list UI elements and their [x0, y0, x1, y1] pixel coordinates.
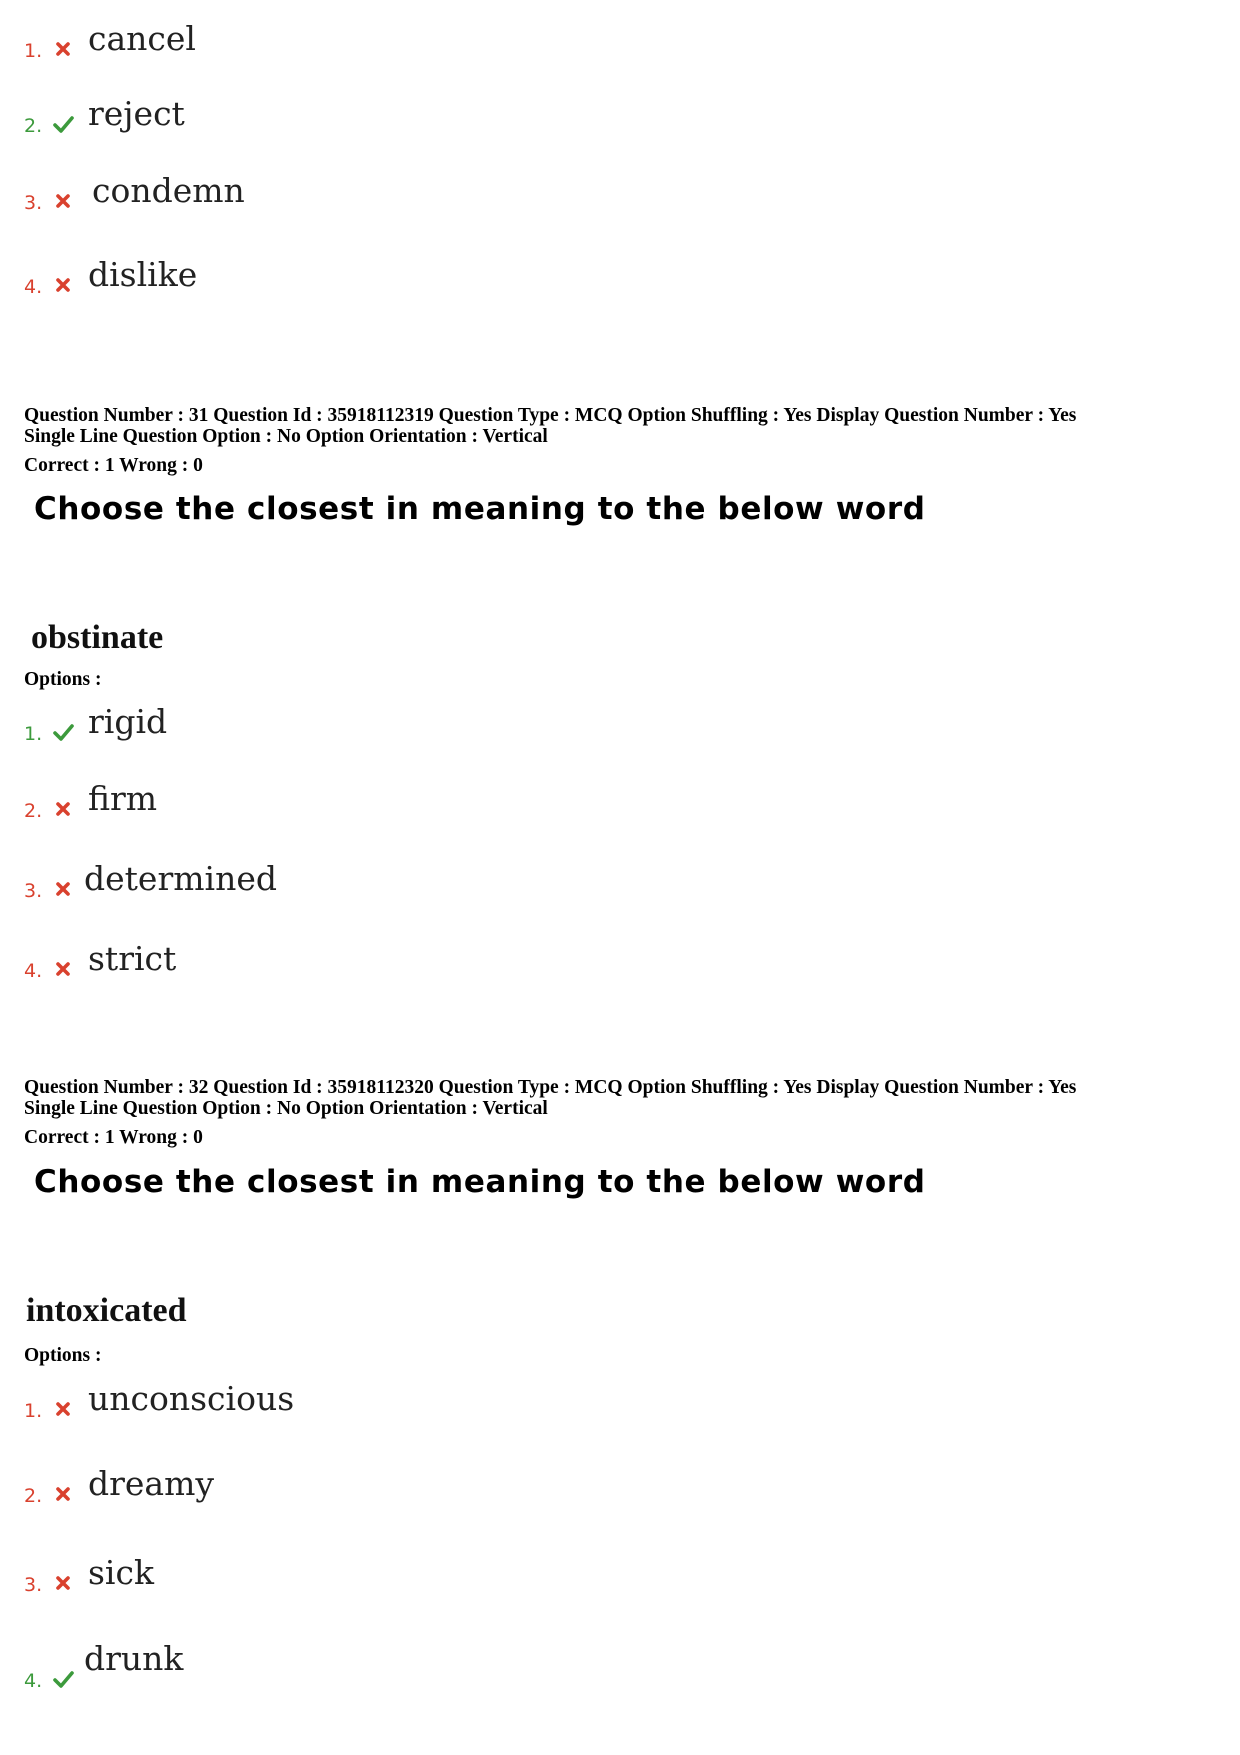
- option-text: strict: [88, 939, 177, 978]
- check-icon: [52, 113, 74, 135]
- check-icon: [52, 721, 74, 743]
- option-text: sick: [88, 1553, 154, 1592]
- cross-icon: [52, 274, 74, 296]
- option-text: determined: [84, 859, 277, 898]
- option-number: 1.: [24, 1400, 43, 1422]
- option-text: rigid: [88, 702, 168, 741]
- option-number: 2.: [24, 115, 43, 137]
- question-prompt: Choose the closest in meaning to the below word: [34, 1164, 926, 1200]
- option-number: 4.: [24, 960, 43, 982]
- cross-icon: [52, 1483, 74, 1505]
- question-meta-line: Single Line Question Option : No Option Orientation : Vertical: [24, 1098, 548, 1119]
- cross-icon: [52, 1572, 74, 1594]
- score-line: Correct : 1 Wrong : 0: [24, 1127, 203, 1148]
- option-number: 1.: [24, 723, 43, 745]
- options-label: Options :: [24, 669, 102, 690]
- cross-icon: [52, 878, 74, 900]
- question-word: obstinate: [31, 619, 164, 656]
- option-text: reject: [88, 94, 185, 133]
- option-number: 4.: [24, 1670, 43, 1692]
- option-number: 3.: [24, 192, 43, 214]
- option-number: 3.: [24, 1574, 43, 1596]
- option-number: 2.: [24, 1485, 43, 1507]
- cross-icon: [52, 798, 74, 820]
- question-prompt: Choose the closest in meaning to the below word: [34, 491, 926, 527]
- question-meta-line: Single Line Question Option : No Option Orientation : Vertical: [24, 426, 548, 447]
- cross-icon: [52, 958, 74, 980]
- option-text: drunk: [84, 1639, 184, 1678]
- question-meta: [24, 1077, 1214, 1119]
- score-line: Correct : 1 Wrong : 0: [24, 455, 203, 476]
- options-label: Options :: [24, 1345, 102, 1366]
- option-text: unconscious: [88, 1379, 295, 1418]
- option-text: firm: [88, 779, 158, 818]
- option-number: 3.: [24, 880, 43, 902]
- cross-icon: [52, 38, 74, 60]
- question-meta: [24, 405, 1214, 447]
- option-text: cancel: [88, 19, 196, 58]
- option-number: 1.: [24, 40, 43, 62]
- cross-icon: [52, 1398, 74, 1420]
- check-icon: [52, 1668, 74, 1690]
- option-number: 4.: [24, 276, 43, 298]
- cross-icon: [52, 190, 74, 212]
- option-number: 2.: [24, 800, 43, 822]
- option-text: dislike: [88, 255, 198, 294]
- question-meta-line: Question Number : 31 Question Id : 35918112319 Question Type : MCQ Option Shuffling : Yes Display Question Number : Yes: [24, 405, 1077, 426]
- option-text: dreamy: [88, 1464, 215, 1503]
- question-word: intoxicated: [26, 1292, 187, 1329]
- question-meta-line: Question Number : 32 Question Id : 35918112320 Question Type : MCQ Option Shuffling : Yes Display Question Number : Yes: [24, 1077, 1077, 1098]
- option-text: condemn: [92, 171, 245, 210]
